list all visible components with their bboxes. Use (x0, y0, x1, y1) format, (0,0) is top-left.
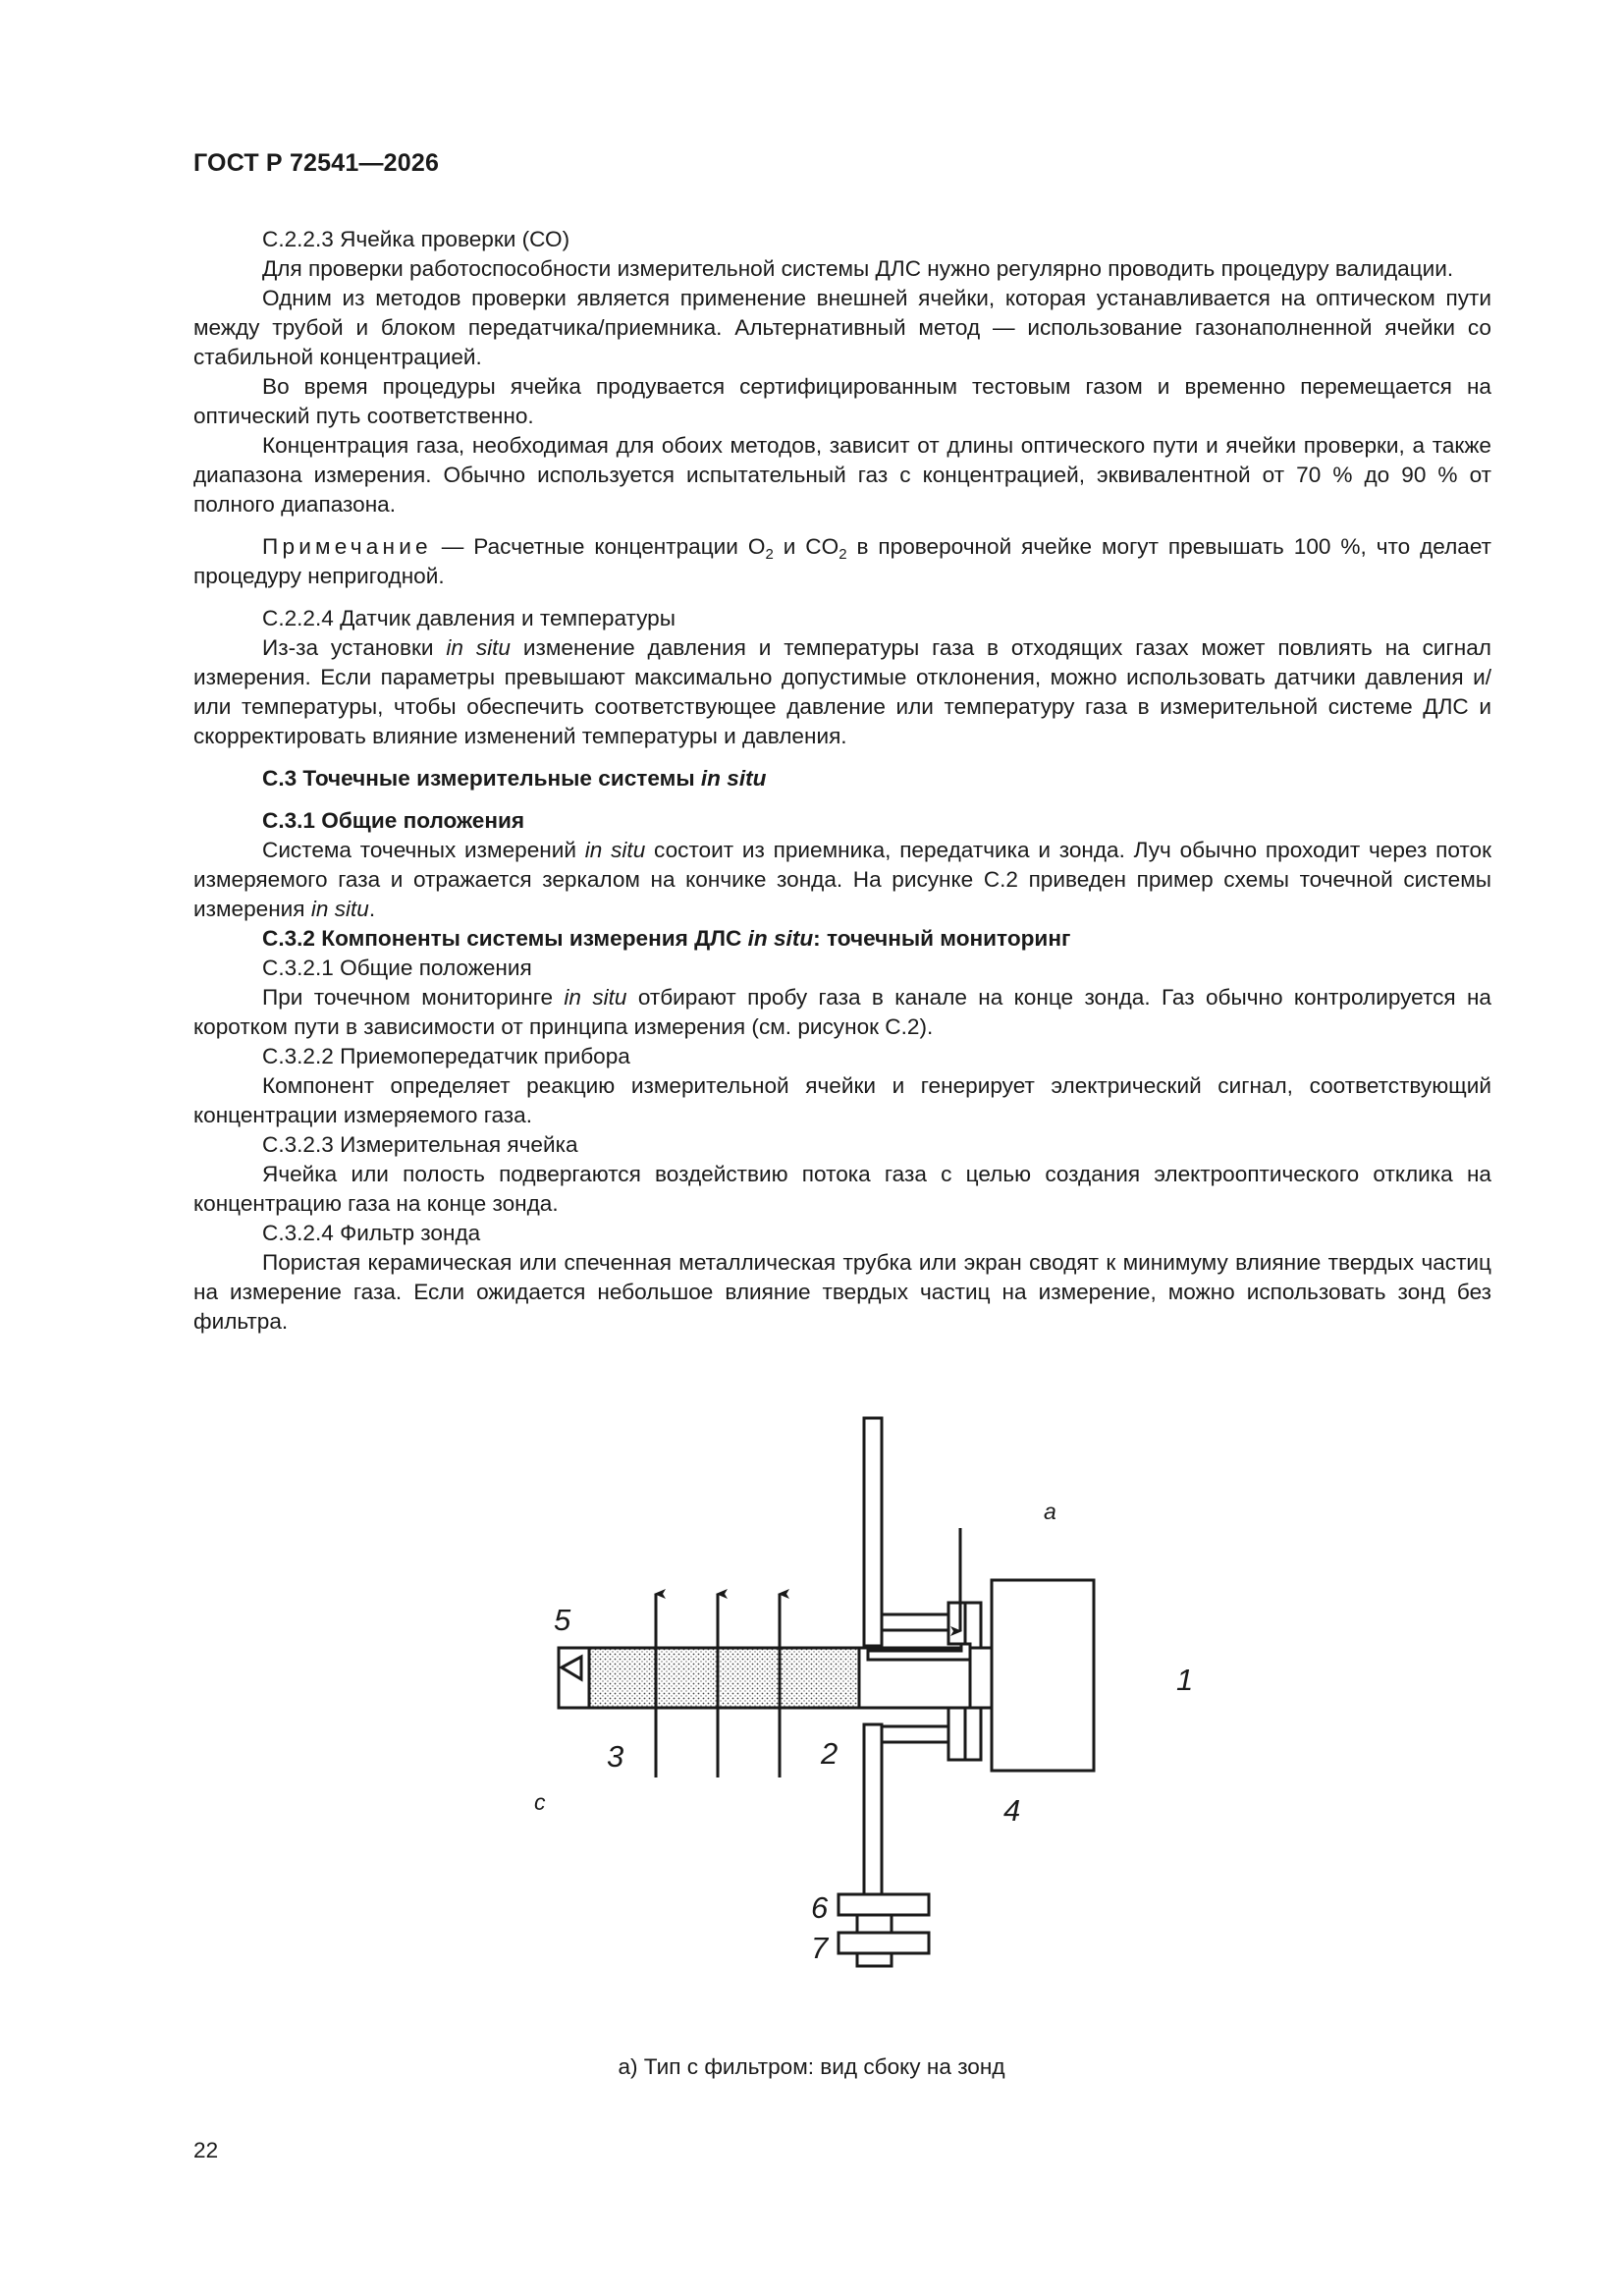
label-2: 2 (821, 1736, 839, 1771)
note: Примечание — Расчетные концентрации $O_2$ и $CO_2$ в проверочной ячейке могут превышать 100 %, что делает процедуру непригодной. (193, 534, 1491, 588)
label-1: 1 (1176, 1663, 1194, 1697)
label-6: 6 (811, 1890, 829, 1925)
section-title: С.3.2.2 Приемопередатчик прибора (262, 1044, 630, 1068)
label-7: 7 (811, 1931, 829, 1965)
note-label: Примечание (262, 534, 432, 559)
probe-filter (589, 1648, 859, 1708)
figure-caption: а) Тип с фильтром: вид сбоку на зонд (618, 2054, 1005, 2079)
page-number: 22 (193, 2138, 219, 2162)
label-5: 5 (554, 1603, 571, 1637)
page-body (193, 225, 1491, 1337)
element-7 (839, 1933, 929, 1953)
paragraph: Ячейка или полость подвергаются воздействию потока газа с целью создания электрооптического отклика на концентрацию газа на конце зонда. (193, 1162, 1491, 1216)
label-3: 3 (607, 1739, 624, 1774)
section-heading: С.3 Точечные измерительные системы in situ (262, 766, 767, 791)
flange-bracket-upper (882, 1614, 948, 1630)
paragraph: Во время процедуры ячейка продувается сертифицированным тестовым газом и временно перемещается на оптический путь соответственно. (193, 374, 1491, 428)
paragraph: Из-за установки in situ изменение давления и температуры газа в отходящих газах может повлиять на сигнал измерения. Если параметры превышают максимально допустимые отклонения, можно использовать датчики давления и/или температуры, чтобы обеспечить соответствующее давление или температуру газа в измерительной системе ДЛС и скорректировать влияние изменений температуры и давления. (193, 635, 1491, 748)
flange-plate-upper (864, 1418, 882, 1646)
purge-tube (868, 1644, 970, 1660)
label-4: 4 (1003, 1793, 1021, 1828)
label-c: c (534, 1789, 546, 1815)
document-header: ГОСТ Р 72541—2026 (193, 149, 440, 177)
section-title: С.3.2.3 Измерительная ячейка (262, 1132, 578, 1157)
paragraph: Пористая керамическая или спеченная металлическая трубка или экран сводят к минимуму влияние твердых частиц на измерение газа. Если ожидается небольшое влияние твердых частиц на измерение, можно использовать зонд без фильтра. (193, 1250, 1491, 1334)
paragraph: Концентрация газа, необходимая для обоих методов, зависит от длины оптического пути и ячейки проверки, а также диапазона измерения. Обычно используется испытательный газ с концентрацией, эквивалентной от 70 % до 90 % от полного диапазона. (193, 433, 1491, 517)
paragraph: Одним из методов проверки является применение внешней ячейки, которая устанавливается на оптическом пути между трубой и блоком передатчика/приемника. Альтернативный метод — использование газонаполненной ячейки со стабильной концентрацией. (193, 286, 1491, 369)
section-heading: С.3.2 Компоненты системы измерения ДЛС in situ: точечный мониторинг (262, 926, 1071, 951)
transceiver-box (992, 1580, 1094, 1771)
probe-diagram (511, 1393, 1257, 1996)
flange-bracket-lower (882, 1726, 948, 1742)
section-heading: С.3.1 Общие положения (262, 808, 525, 833)
section-title: С.3.2.4 Фильтр зонда (262, 1221, 481, 1245)
section-title: С.2.2.4 Датчик давления и температуры (262, 606, 676, 630)
paragraph: Компонент определяет реакцию измерительной ячейки и генерирует электрический сигнал, соответствующий концентрации измеряемого газа. (193, 1073, 1491, 1127)
section-title: С.2.2.3 Ячейка проверки (СО) (262, 227, 570, 251)
probe-diagram-drawing (511, 1393, 1257, 1996)
flange-lower-block (948, 1705, 965, 1760)
flange-upper-block (948, 1603, 965, 1644)
element-6 (839, 1894, 929, 1915)
paragraph: При точечном мониторинге in situ отбирают пробу газа в канале на конце зонда. Газ обычно контролируется на коротком пути в зависимости от принципа измерения (см. рисунок С.2). (193, 985, 1491, 1039)
label-a: a (1044, 1499, 1056, 1524)
paragraph: Система точечных измерений in situ состоит из приемника, передатчика и зонда. Луч обычно проходит через поток измеряемого газа и отражается зеркалом на кончике зонда. На рисунке С.2 приведен пример схемы точечной системы измерения in situ. (193, 838, 1491, 921)
paragraph: Для проверки работоспособности измерительной системы ДЛС нужно регулярно проводить процедуру валидации. (262, 256, 1454, 281)
section-title: С.3.2.1 Общие положения (262, 956, 532, 980)
